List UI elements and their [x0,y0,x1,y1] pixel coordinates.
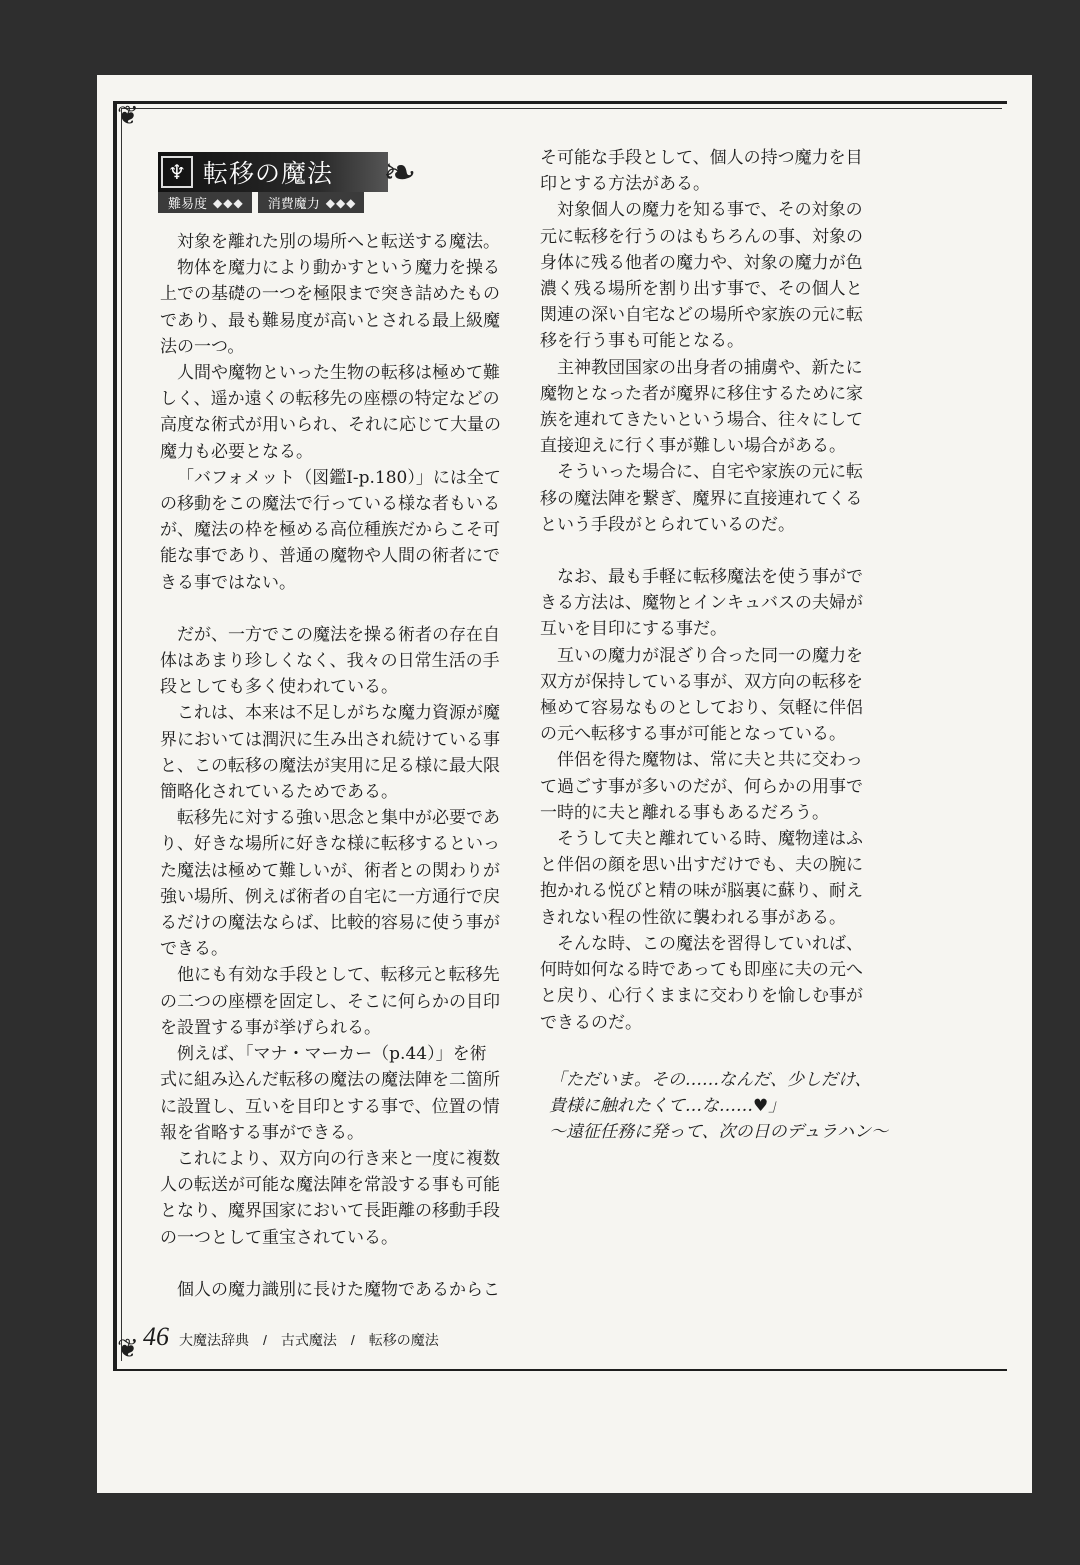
paragraph: 対象を離れた別の場所へと転送する魔法。 [177,232,500,252]
quote-line: 「ただいま。その……なんだ、少しだけ、 [549,1070,872,1090]
quote-block [549,1067,889,1145]
paragraph: 個人の魔力識別に長けた魔物であるからこ [177,1279,500,1300]
paragraph: そういった場合に、自宅や家族の元に転移の魔法陣を繋ぎ、魔界に直接連れてくるという手段がとられているのだ。 [540,462,863,535]
corner-ornament-icon: ❦ [117,101,139,131]
corner-ornament-icon: ❦ [117,1334,139,1364]
quote-attribution: ～遠征任務に発って、次の日のデュラハン～ [549,1122,889,1142]
cost-badge [258,192,365,213]
flourish-icon: ❧ [383,150,417,196]
paragraph: なお、最も手軽に転移魔法を使う事ができる方法は、魔物とインキュバスの夫婦が互いを目印にする事だ。 [540,567,863,640]
paragraph: 主神教団国家の出身者の捕虜や、新たに魔物となった者が魔界に移住するために家族を連れてきたいという場合、往々にして直接迎えに行く事が難しい場合がある。 [540,357,863,457]
paragraph: これは、本来は不足しがちな魔力資源が魔界においては潤沢に生み出され続けている事と、この転移の魔法が実用に足る様に最大限簡略化されているためである。 [160,703,500,803]
breadcrumb-separator: / [263,1332,267,1348]
paragraph: 「バフォメット（図鑑Ⅰ-p.180）」には全ての移動をこの魔法で行っている様な者もいるが、魔法の枠を極める高位種族だからこそ可能な事であり、普通の魔物や人間の術者にできる事ではない。 [160,467,501,593]
right-column [540,145,878,1036]
paragraph-spacer [160,596,503,622]
section-title-bar [158,152,388,192]
paragraph-spacer [160,1251,503,1277]
paragraph: これにより、双方向の行き来と一度に複数人の転送が可能な魔法陣を常設する事も可能となり、魔界国家において長距離の移動手段の一つとして重宝されている。 [160,1148,500,1248]
paragraph: 物体を魔力により動かすという魔力を操る上での基礎の一つを極限まで突き詰めたものであり、最も難易度が高いとされる最上級魔法の一つ。 [160,258,500,357]
quote-line: 貴様に触れたくて…な……♥」 [549,1096,786,1116]
page-number: 46 [143,1322,169,1351]
paragraph: 互いの魔力が混ざり合った同一の魔力を双方が保持している事が、双方向の転移を極めて容易なものとしており、気軽に伴侶の元へ転移する事が可能となっている。 [540,645,863,745]
section-title: 転移の魔法 [203,159,334,188]
difficulty-label: 難易度 [168,197,208,212]
difficulty-value: ◆◆◆ [213,195,244,210]
paragraph: 人間や魔物といった生物の転移は極めて難しく、遥か遠くの転移先の座標の特定などの高度な術式が用いられ、それに応じて大量の魔力も必要となる。 [160,363,502,462]
paragraph: そ可能な手段として、個人の持つ魔力を目印とする方法がある。 [540,148,863,195]
paragraph: 他にも有効な手段として、転移元と転移先の二つの座標を固定し、そこに何らかの目印を設置する事が挙げられる。 [160,965,500,1038]
paragraph: 伴侶を得た魔物は、常に夫と共に交わって過ごす事が多いのだが、何らかの用事で一時的に夫と離れる事もあるだろう。 [540,750,863,823]
breadcrumb-category: 古式魔法 [280,1332,337,1348]
paragraph: だが、一方でこの魔法を操る術者の存在自体はあまり珍しくなく、我々の日常生活の手段としても多く使われている。 [160,624,500,698]
difficulty-badge [158,192,252,213]
paragraph: 転移先に対する強い思念と集中が必要であり、好きな場所に好きな様に転移するといった魔法は極めて難しいが、術者との関わりが強い場所、例えば術者の自宅に一方通行で戻るだけの魔法ならば、比較的容易に使う事ができる。 [160,808,500,960]
breadcrumb-book: 大魔法辞典 [179,1332,249,1348]
paragraph-spacer [540,538,878,564]
page-footer [143,1322,439,1352]
cost-label: 消費魔力 [267,197,320,212]
breadcrumb-separator: / [350,1332,355,1348]
paragraph: 対象個人の魔力を知る事で、その対象の元に転移を行うのはもちろんの事、対象の身体に残る他者の魔力や、対象の魔力が色濃く残る場所を割り出す事で、その個人と関連の深い自宅などの場所や家族の元に転移を行う事も可能となる。 [540,200,863,352]
magic-emblem-icon: ♆ [161,156,193,188]
paragraph: そうして夫と離れている時、魔物達はふと伴侶の顔を思い出すだけでも、夫の腕に抱かれる悦びと精の味が脳裏に蘇り、耐えきれない程の性欲に襲われる事がある。 [540,829,863,928]
paragraph: そんな時、この魔法を習得していれば、何時如何なる時であっても即座に夫の元へと戻り、心行くままに交わりを愉しむ事ができるのだ。 [540,933,863,1033]
cost-value: ◆◆◆ [325,195,357,210]
left-column [160,229,503,1303]
paragraph: 例えば、「マナ・マーカー（p.44）」を術式に組み込んだ転移の魔法の魔法陣を二箇所に設置し、互いを目印とする事で、位置の情報を省略する事ができる。 [160,1044,500,1143]
rating-row [158,192,364,213]
breadcrumb-entry: 転移の魔法 [368,1332,439,1348]
